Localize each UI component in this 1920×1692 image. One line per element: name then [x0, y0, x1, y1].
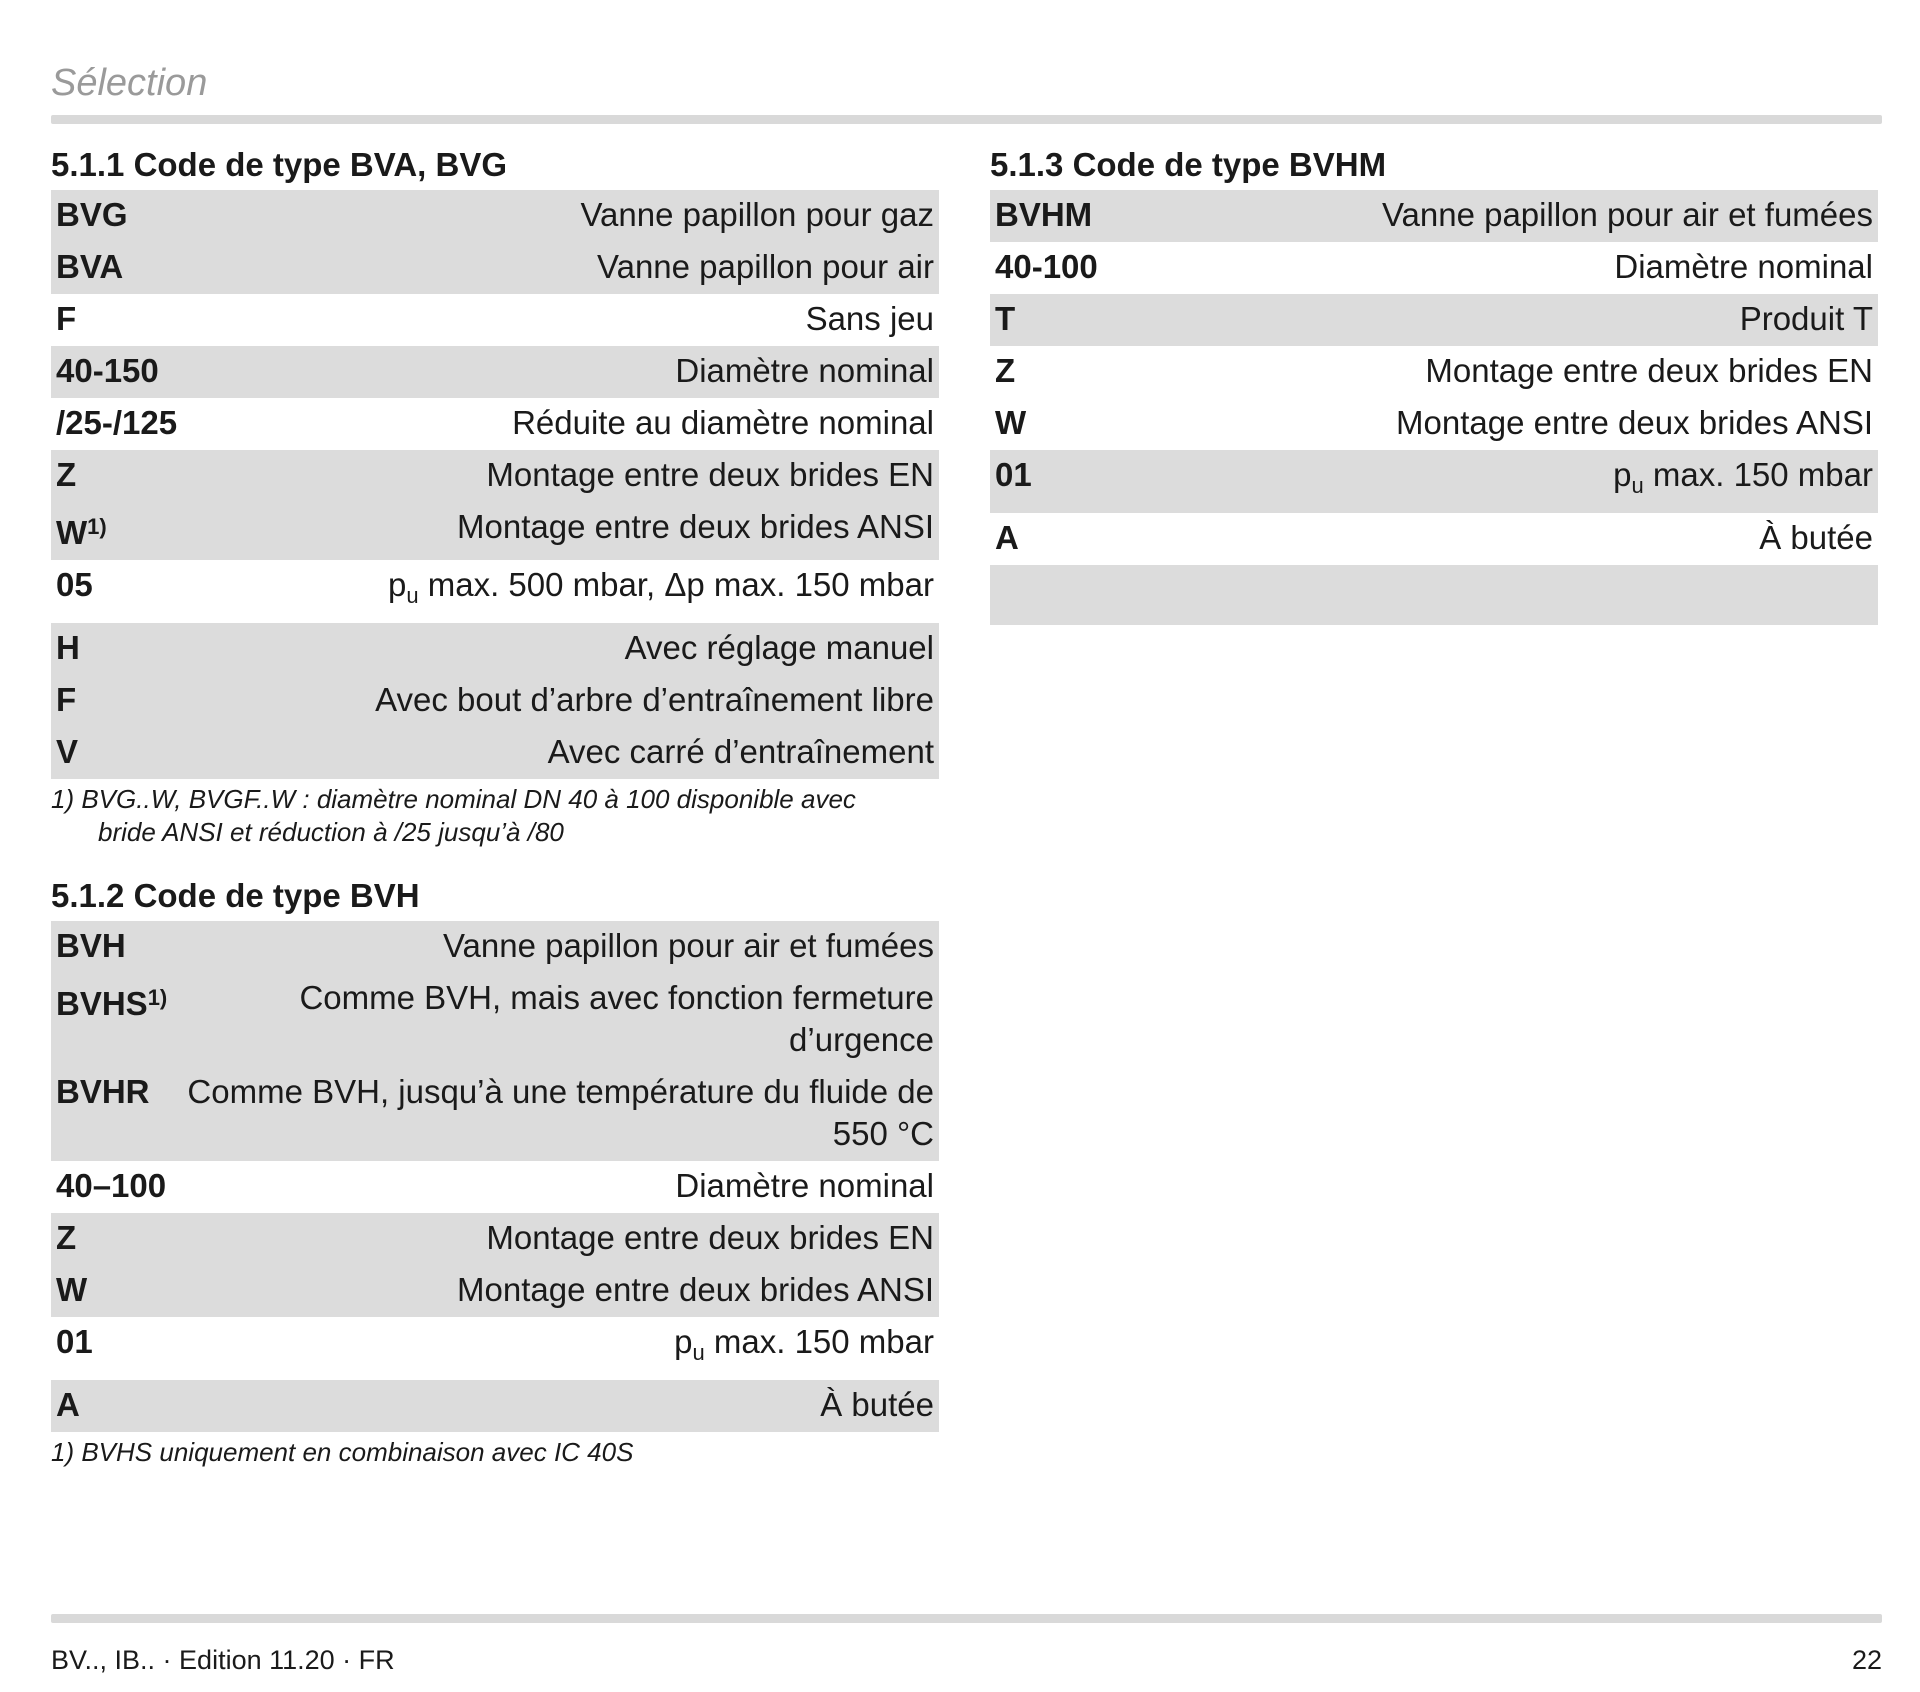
type-description: Diamètre nominal: [675, 1167, 934, 1204]
table-row: [51, 727, 939, 779]
pressure-subscript: u: [692, 1340, 705, 1365]
pressure-text: max. 500 mbar, Δp max. 150 mbar: [418, 566, 934, 603]
section-511-title: 5.1.1 Code de type BVA, BVG: [51, 146, 508, 183]
type-description: Réduite au diamètre nominal: [512, 404, 934, 441]
type-description: Avec carré d’entraînement: [547, 733, 934, 770]
type-description: Vanne papillon pour air et fumées: [1381, 196, 1873, 233]
type-description: [1613, 454, 1873, 507]
pressure-text: max. 150 mbar: [704, 1323, 934, 1360]
type-description: Montage entre deux brides ANSI: [1396, 404, 1873, 441]
type-description: [388, 564, 934, 617]
footer-document-info: BV.., IB.. · Edition 11.20 · FR: [51, 1645, 395, 1675]
table-row: [990, 346, 1878, 398]
type-description: Vanne papillon pour gaz: [580, 196, 934, 233]
type-code: [56, 506, 129, 554]
type-code: BVA: [56, 248, 124, 285]
table-row: [51, 1317, 939, 1380]
type-description: Montage entre deux brides EN: [486, 456, 934, 493]
table-row: [51, 1265, 939, 1317]
code-text: W: [56, 514, 88, 551]
type-code: F: [56, 681, 77, 718]
type-description: Montage entre deux brides EN: [486, 1219, 934, 1256]
pressure-symbol: p: [674, 1323, 693, 1360]
pressure-symbol: p: [387, 566, 407, 603]
table-row: [51, 346, 939, 398]
type-description: Montage entre deux brides EN: [1425, 352, 1873, 389]
table-row: [51, 1161, 939, 1213]
table-row: [51, 623, 939, 675]
footer-rule: [51, 1614, 1882, 1623]
table-row: [51, 398, 939, 450]
footnote: [51, 779, 939, 849]
table-row: [990, 513, 1878, 565]
type-description: Vanne papillon pour air et fumées: [442, 927, 934, 964]
type-code: 01: [56, 1323, 93, 1360]
type-description: À butée: [820, 1386, 934, 1423]
footnote-line: 1) BVG..W, BVGF..W : diamètre nominal DN 40 à 100 disponible avec: [51, 784, 856, 814]
page-header-title: Sélection: [51, 62, 208, 104]
left-column: [51, 0, 939, 1469]
type-code: Z: [56, 456, 77, 493]
type-description: Montage entre deux brides ANSI: [457, 508, 934, 545]
type-code: BVG: [56, 196, 128, 233]
type-code: 40-100: [995, 248, 1098, 285]
pressure-subscript: u: [406, 583, 419, 608]
table-row: [990, 450, 1878, 513]
table-row: [51, 242, 939, 294]
type-description: À butée: [1759, 519, 1873, 556]
table-row: [51, 190, 939, 242]
type-code: 40–100: [56, 1167, 167, 1204]
type-code: [56, 977, 189, 1025]
type-code: F: [56, 300, 77, 337]
footnote-marker: 1): [87, 514, 107, 539]
type-description: Comme BVH, mais avec fonction fermeture d’urgence: [299, 979, 934, 1058]
table-row: [990, 242, 1878, 294]
table-row: [51, 294, 939, 346]
table-row: [51, 921, 939, 973]
type-description: [674, 1321, 934, 1374]
footnote: 1) BVHS uniquement en combinaison avec IC 40S: [51, 1437, 634, 1467]
table-filler-row: [990, 565, 1878, 625]
type-description: Vanne papillon pour air: [597, 248, 934, 285]
table-row: [990, 294, 1878, 346]
table-row: [51, 1213, 939, 1265]
type-description: Comme BVH, jusqu’à une température du fluide de 550 °C: [187, 1073, 934, 1152]
right-column: [990, 0, 1878, 625]
type-code: H: [56, 629, 80, 666]
pressure-symbol: p: [1613, 456, 1632, 493]
table-row: [51, 502, 939, 560]
table-row: [51, 560, 939, 623]
type-code: BVHR: [56, 1073, 150, 1110]
type-code: 40-150: [56, 352, 159, 389]
type-code: BVHM: [995, 196, 1093, 233]
pressure-subscript: u: [1631, 473, 1644, 498]
page-number: 22: [1851, 1645, 1882, 1675]
type-code: V: [56, 733, 79, 770]
type-description: Diamètre nominal: [675, 352, 934, 389]
type-code: Z: [995, 352, 1016, 389]
section-512-title: 5.1.2 Code de type BVH: [51, 877, 420, 914]
table-row: [51, 450, 939, 502]
type-description: Avec bout d’arbre d’entraînement libre: [375, 681, 934, 718]
footnote-line: bride ANSI et réduction à /25 jusqu’à /80: [98, 817, 564, 847]
type-code: Z: [56, 1219, 77, 1256]
type-code: W: [56, 1271, 88, 1308]
type-description: Sans jeu: [805, 300, 934, 337]
type-code: 01: [995, 456, 1032, 493]
footnote-marker: 1): [147, 985, 168, 1010]
type-description: Montage entre deux brides ANSI: [457, 1271, 934, 1308]
table-row: [51, 1067, 939, 1161]
type-code: A: [995, 519, 1019, 556]
table-row: [990, 190, 1878, 242]
type-description: Avec réglage manuel: [624, 629, 934, 666]
type-description: Produit T: [1739, 300, 1873, 337]
section-513-title: 5.1.3 Code de type BVHM: [990, 146, 1387, 183]
type-code: W: [995, 404, 1027, 441]
type-description: Diamètre nominal: [1614, 248, 1873, 285]
table-row: [51, 1380, 939, 1432]
type-code: A: [56, 1386, 80, 1423]
type-code: T: [995, 300, 1016, 337]
table-row: [51, 675, 939, 727]
type-code: 05: [56, 566, 93, 603]
table-row: [51, 973, 939, 1067]
type-code: /25-/125: [56, 404, 178, 441]
type-code: BVH: [56, 927, 126, 964]
table-row: [990, 398, 1878, 450]
pressure-text: max. 150 mbar: [1643, 456, 1873, 493]
code-text: BVHS: [56, 985, 148, 1022]
